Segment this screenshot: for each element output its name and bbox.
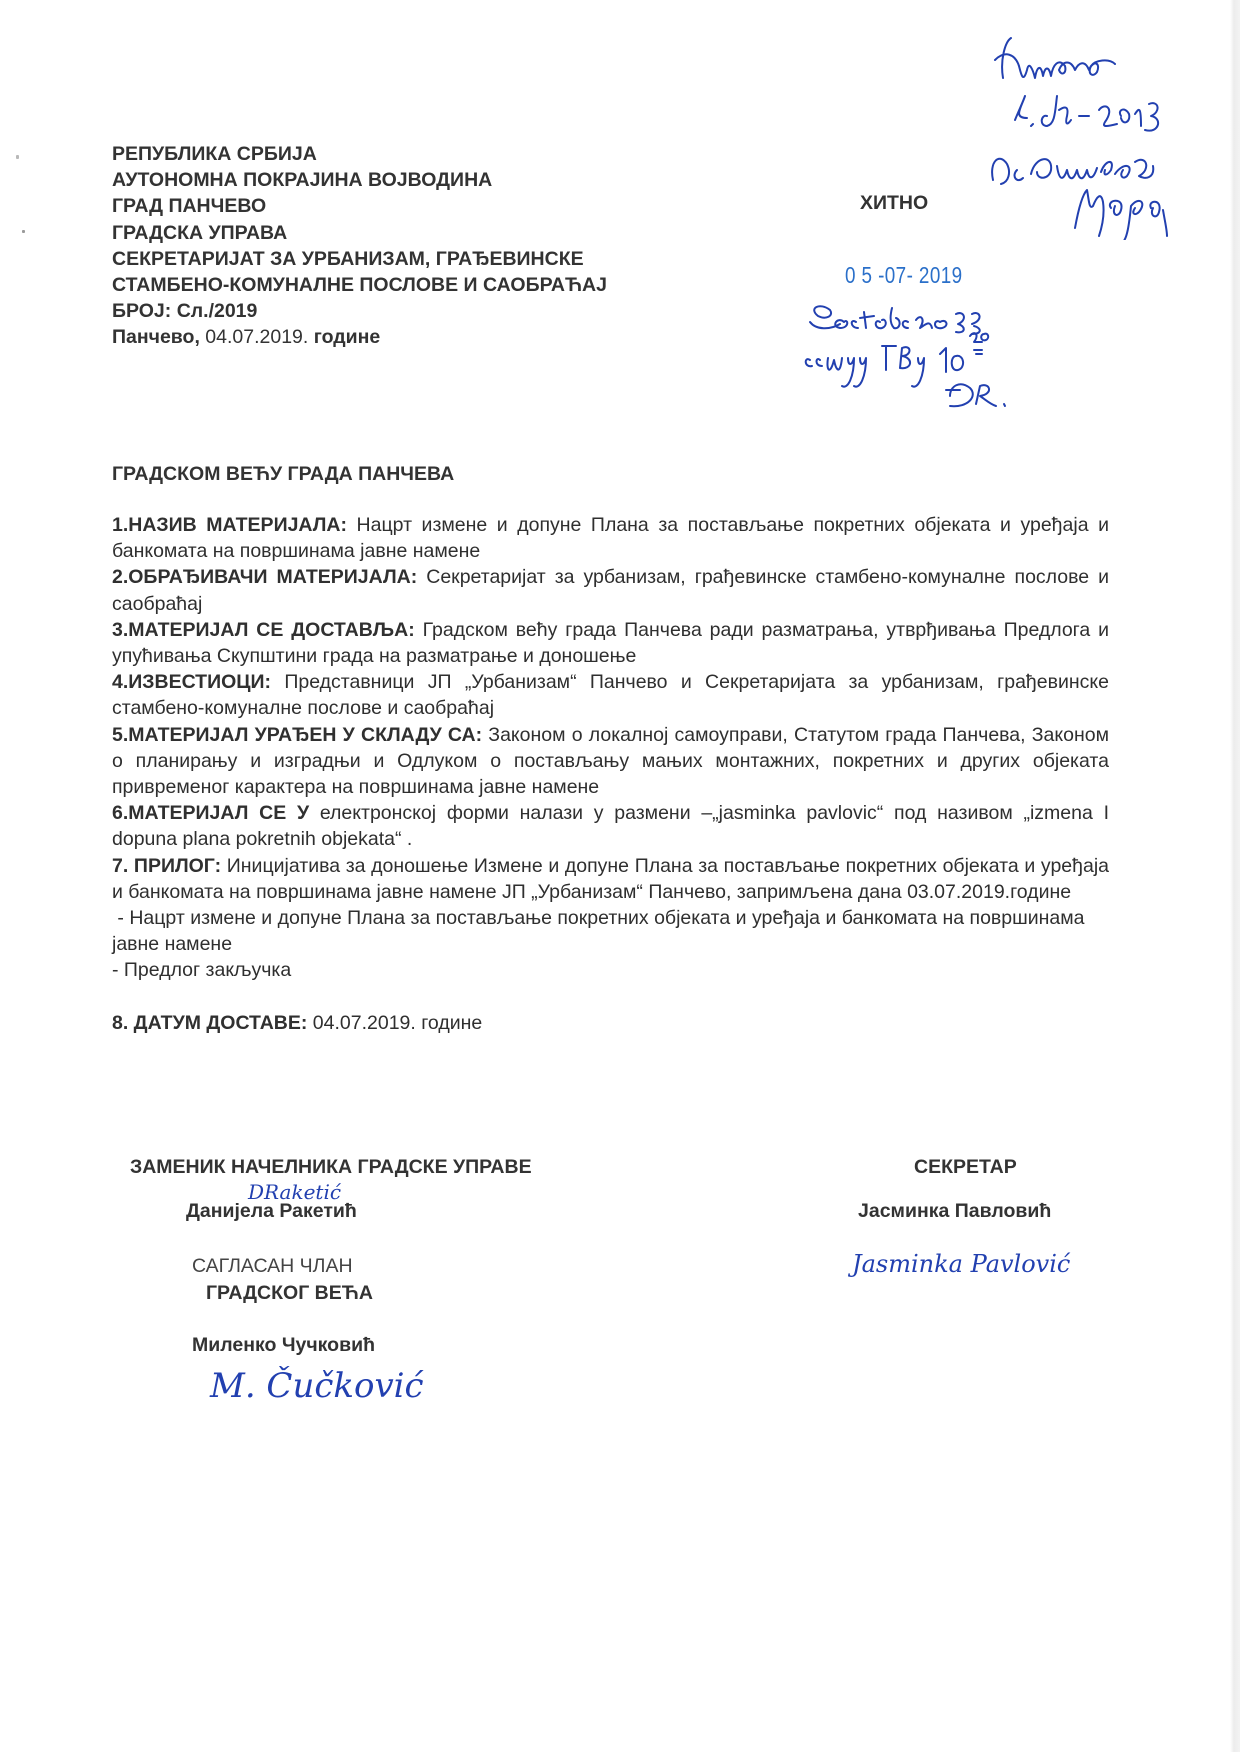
item-rapporteurs: [112, 669, 1109, 721]
handwriting-scribble: [800, 300, 1080, 412]
signature-text: DRaketić: [248, 1180, 342, 1204]
item-label: 4.ИЗВЕСТИОЦИ:: [112, 671, 272, 694]
item-label: 1.НАЗИВ МАТЕРИЈАЛА:: [112, 514, 348, 536]
scan-speck: [16, 155, 19, 159]
document-body: [112, 512, 1109, 1036]
council-title-line-2: ГРАДСКОГ ВЕЋА: [206, 1282, 373, 1304]
letterhead-line: АУТОНОМНА ПОКРАЈИНА ВОЈВОДИНА: [112, 169, 493, 192]
reference-number: БРОЈ: Сл./2019: [112, 300, 258, 323]
letterhead-line: СЕКРЕТАРИЈАТ ЗА УРБАНИЗАМ, ГРАЂЕВИНСКЕ: [112, 247, 584, 270]
letterhead-line: РЕПУБЛИКА СРБИЈА: [112, 143, 317, 165]
secretary-name: Јасминка Павловић: [858, 1200, 1052, 1222]
secretary-title: СЕКРЕТАР: [914, 1156, 1017, 1178]
council-member-signature: [210, 1366, 424, 1406]
item-legal-basis: [112, 722, 1109, 801]
item-text: Секретаријат за урбанизам, грађевинске стамбено-комуналне послове и саобраћај: [112, 566, 1109, 615]
item-electronic-form: [112, 800, 1109, 852]
signature-text: Jasminka Pavlović: [852, 1250, 1071, 1278]
scan-speck: [22, 230, 25, 233]
item-attachment: [112, 853, 1109, 905]
item-label: 2.ОБРАЂИВАЧИ МАТЕРИЈАЛА:: [112, 566, 418, 589]
signature-text: M. Čučković: [210, 1366, 424, 1406]
council-title-line-1: САГЛАСАН ЧЛАН: [192, 1255, 353, 1277]
deputy-name: Данијела Ракетић: [186, 1200, 357, 1222]
secretary-signature: [852, 1250, 1070, 1278]
letterhead: [112, 141, 607, 351]
letterhead-line: СТАМБЕНО-КОМУНАЛНЕ ПОСЛОВЕ И САОБРАЋАЈ: [112, 274, 607, 297]
urgent-label: ХИТНО: [860, 192, 929, 214]
letterhead-line: ГРАДСКА УПРАВА: [112, 221, 288, 244]
attachment-line: - Предлог закључка: [112, 959, 292, 982]
item-text: 04.07.2019. године: [307, 1011, 483, 1034]
item-label: 8. ДАТУМ ДОСТАВЕ:: [112, 1011, 308, 1034]
delivery-note-handwritten: [800, 300, 1080, 412]
attachment-line: - Нацрт измене и допуне Плана за постављање покретних објеката и уређаја и банкомата на површинама јавне намене: [112, 907, 1090, 956]
item-delivered-to: [112, 617, 1109, 669]
received-note-handwritten: [975, 30, 1215, 240]
item-text: Представници ЈП „Урбанизам“ Панчево и Секретаријата за урбанизам, грађевинске стамбено-комуналне послове и саобраћај: [112, 671, 1109, 720]
item-prepared-by: [112, 564, 1109, 616]
place: Панчево,: [112, 326, 206, 349]
item-text: електронској форми налази у размени –„jasminka pavlovic“ под називом „izmena I dopuna plana pokretnih objekata“ .: [112, 802, 1109, 851]
item-material-name: [112, 512, 1109, 564]
handwriting-scribble: [975, 30, 1215, 240]
place-date-line: [112, 324, 607, 350]
item-label: 3.МАТЕРИЈАЛ СЕ ДОСТАВЉА:: [112, 618, 415, 641]
addressee: ГРАДСКОМ ВЕЋУ ГРАДА ПАНЧЕВА: [112, 463, 455, 485]
date-suffix: године: [308, 326, 381, 349]
letterhead-line: ГРАД ПАНЧЕВО: [112, 195, 267, 218]
item-label: 6.МАТЕРИЈАЛ СЕ У: [112, 802, 310, 825]
document-date: 04.07.2019.: [205, 326, 309, 349]
council-member-name: Миленко Чучковић: [192, 1334, 375, 1356]
item-delivery-date: [112, 1010, 1109, 1036]
scan-edge: [1230, 0, 1240, 1752]
item-text: Законом о локалној самоуправи, Статутом града Панчева, Законом о планирању и изградњи и Одлуком о постављању мањих монтажних, покретних и других објеката привременог карактера на површинама јавне намене: [112, 723, 1110, 799]
received-stamp: 0 5 -07- 2019: [845, 262, 963, 288]
item-text: Нацрт измене и допуне Плана за постављање покретних објеката и уређаја и банкомата на површинама јавне намене: [112, 514, 1109, 563]
item-text: Градском већу града Панчева ради разматрања, утврђивања Предлога и упућивања Скупштини града на разматрање и доношење: [112, 618, 1109, 668]
deputy-title: ЗАМЕНИК НАЧЕЛНИКА ГРАДСКЕ УПРАВЕ: [130, 1156, 532, 1178]
item-label: 5.МАТЕРИЈАЛ УРАЂЕН У СКЛАДУ СА:: [112, 723, 483, 746]
item-text: Иницијатива за доношење Измене и допуне Плана за постављање покретних објеката и уређаја и банкомата на површинама јавне намене ЈП „Урбанизам“ Панчево, запримљена дана 03.07.2019.године: [112, 854, 1109, 903]
item-label: 7. ПРИЛОГ:: [112, 854, 222, 877]
